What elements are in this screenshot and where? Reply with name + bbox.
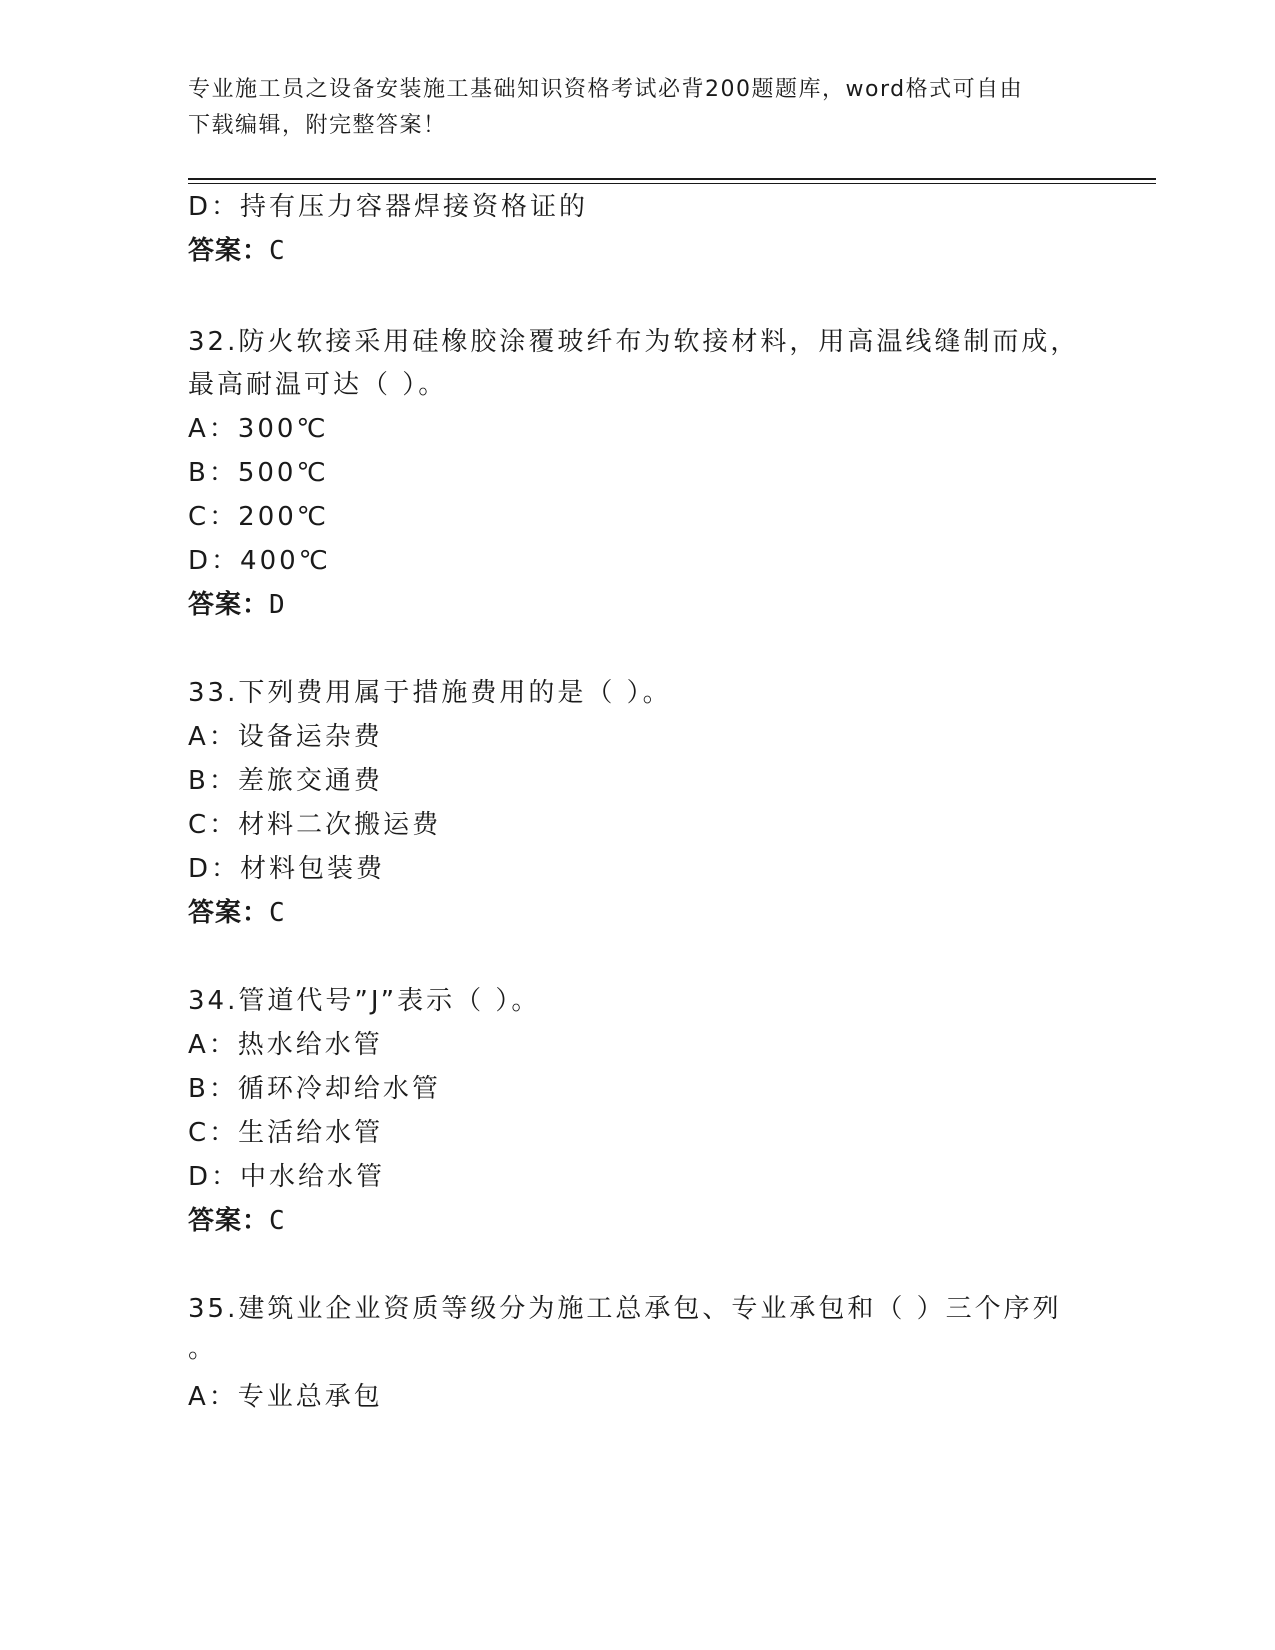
q34-option-b: B：循环冷却给水管 [188,1074,441,1104]
answer-value: C [269,236,286,266]
header-line-1: 专业施工员之设备安装施工基础知识资格考试必背200题题库，word格式可自由 [188,77,1024,102]
answer-label: 答案： [188,898,270,928]
q32-stem-line-1: 32.防火软接采用硅橡胶涂覆玻纤布为软接材料，用高温线缝制而成， [188,327,1080,357]
answer-label: 答案： [188,236,270,266]
document-header [188,72,1068,144]
q34-option-d: D：中水给水管 [188,1162,386,1192]
prev-answer [188,234,286,268]
q34-answer [188,1204,286,1238]
q32-stem-line-2: 最高耐温可达（ ）。 [188,370,448,400]
q33-option-b: B：差旅交通费 [188,766,383,796]
q33-option-d: D：材料包装费 [188,854,386,884]
q33-option-a: A：设备运杂费 [188,722,383,752]
q34-option-c: C：生活给水管 [188,1118,384,1148]
answer-value: D [269,590,286,620]
prev-option-d: D：持有压力容器焊接资格证的 [188,192,589,222]
q32-option-a: A：300℃ [188,414,329,444]
header-divider-thin [188,183,1156,184]
q34-stem: 34.管道代号”J”表示（ ）。 [188,986,541,1016]
answer-label: 答案： [188,1206,270,1236]
answer-value: C [269,1206,286,1236]
header-divider-thick [188,178,1156,180]
answer-label: 答案： [188,590,270,620]
q33-option-c: C：材料二次搬运费 [188,810,442,840]
answer-value: C [269,898,286,928]
q32-option-d: D：400℃ [188,546,331,576]
q33-answer [188,896,286,930]
q35-option-a: A：专业总承包 [188,1382,383,1412]
q35-stem-line-2: 。 [188,1334,218,1364]
q32-option-c: C：200℃ [188,502,329,532]
q33-stem: 33.下列费用属于措施费用的是（ ）。 [188,678,672,708]
q34-option-a: A：热水给水管 [188,1030,383,1060]
q32-answer [188,588,286,622]
q32-option-b: B：500℃ [188,458,329,488]
header-line-2: 下载编辑，附完整答案！ [188,113,447,138]
q35-stem-line-1: 35.建筑业企业资质等级分为施工总承包、专业承包和（ ）三个序列 [188,1294,1062,1324]
